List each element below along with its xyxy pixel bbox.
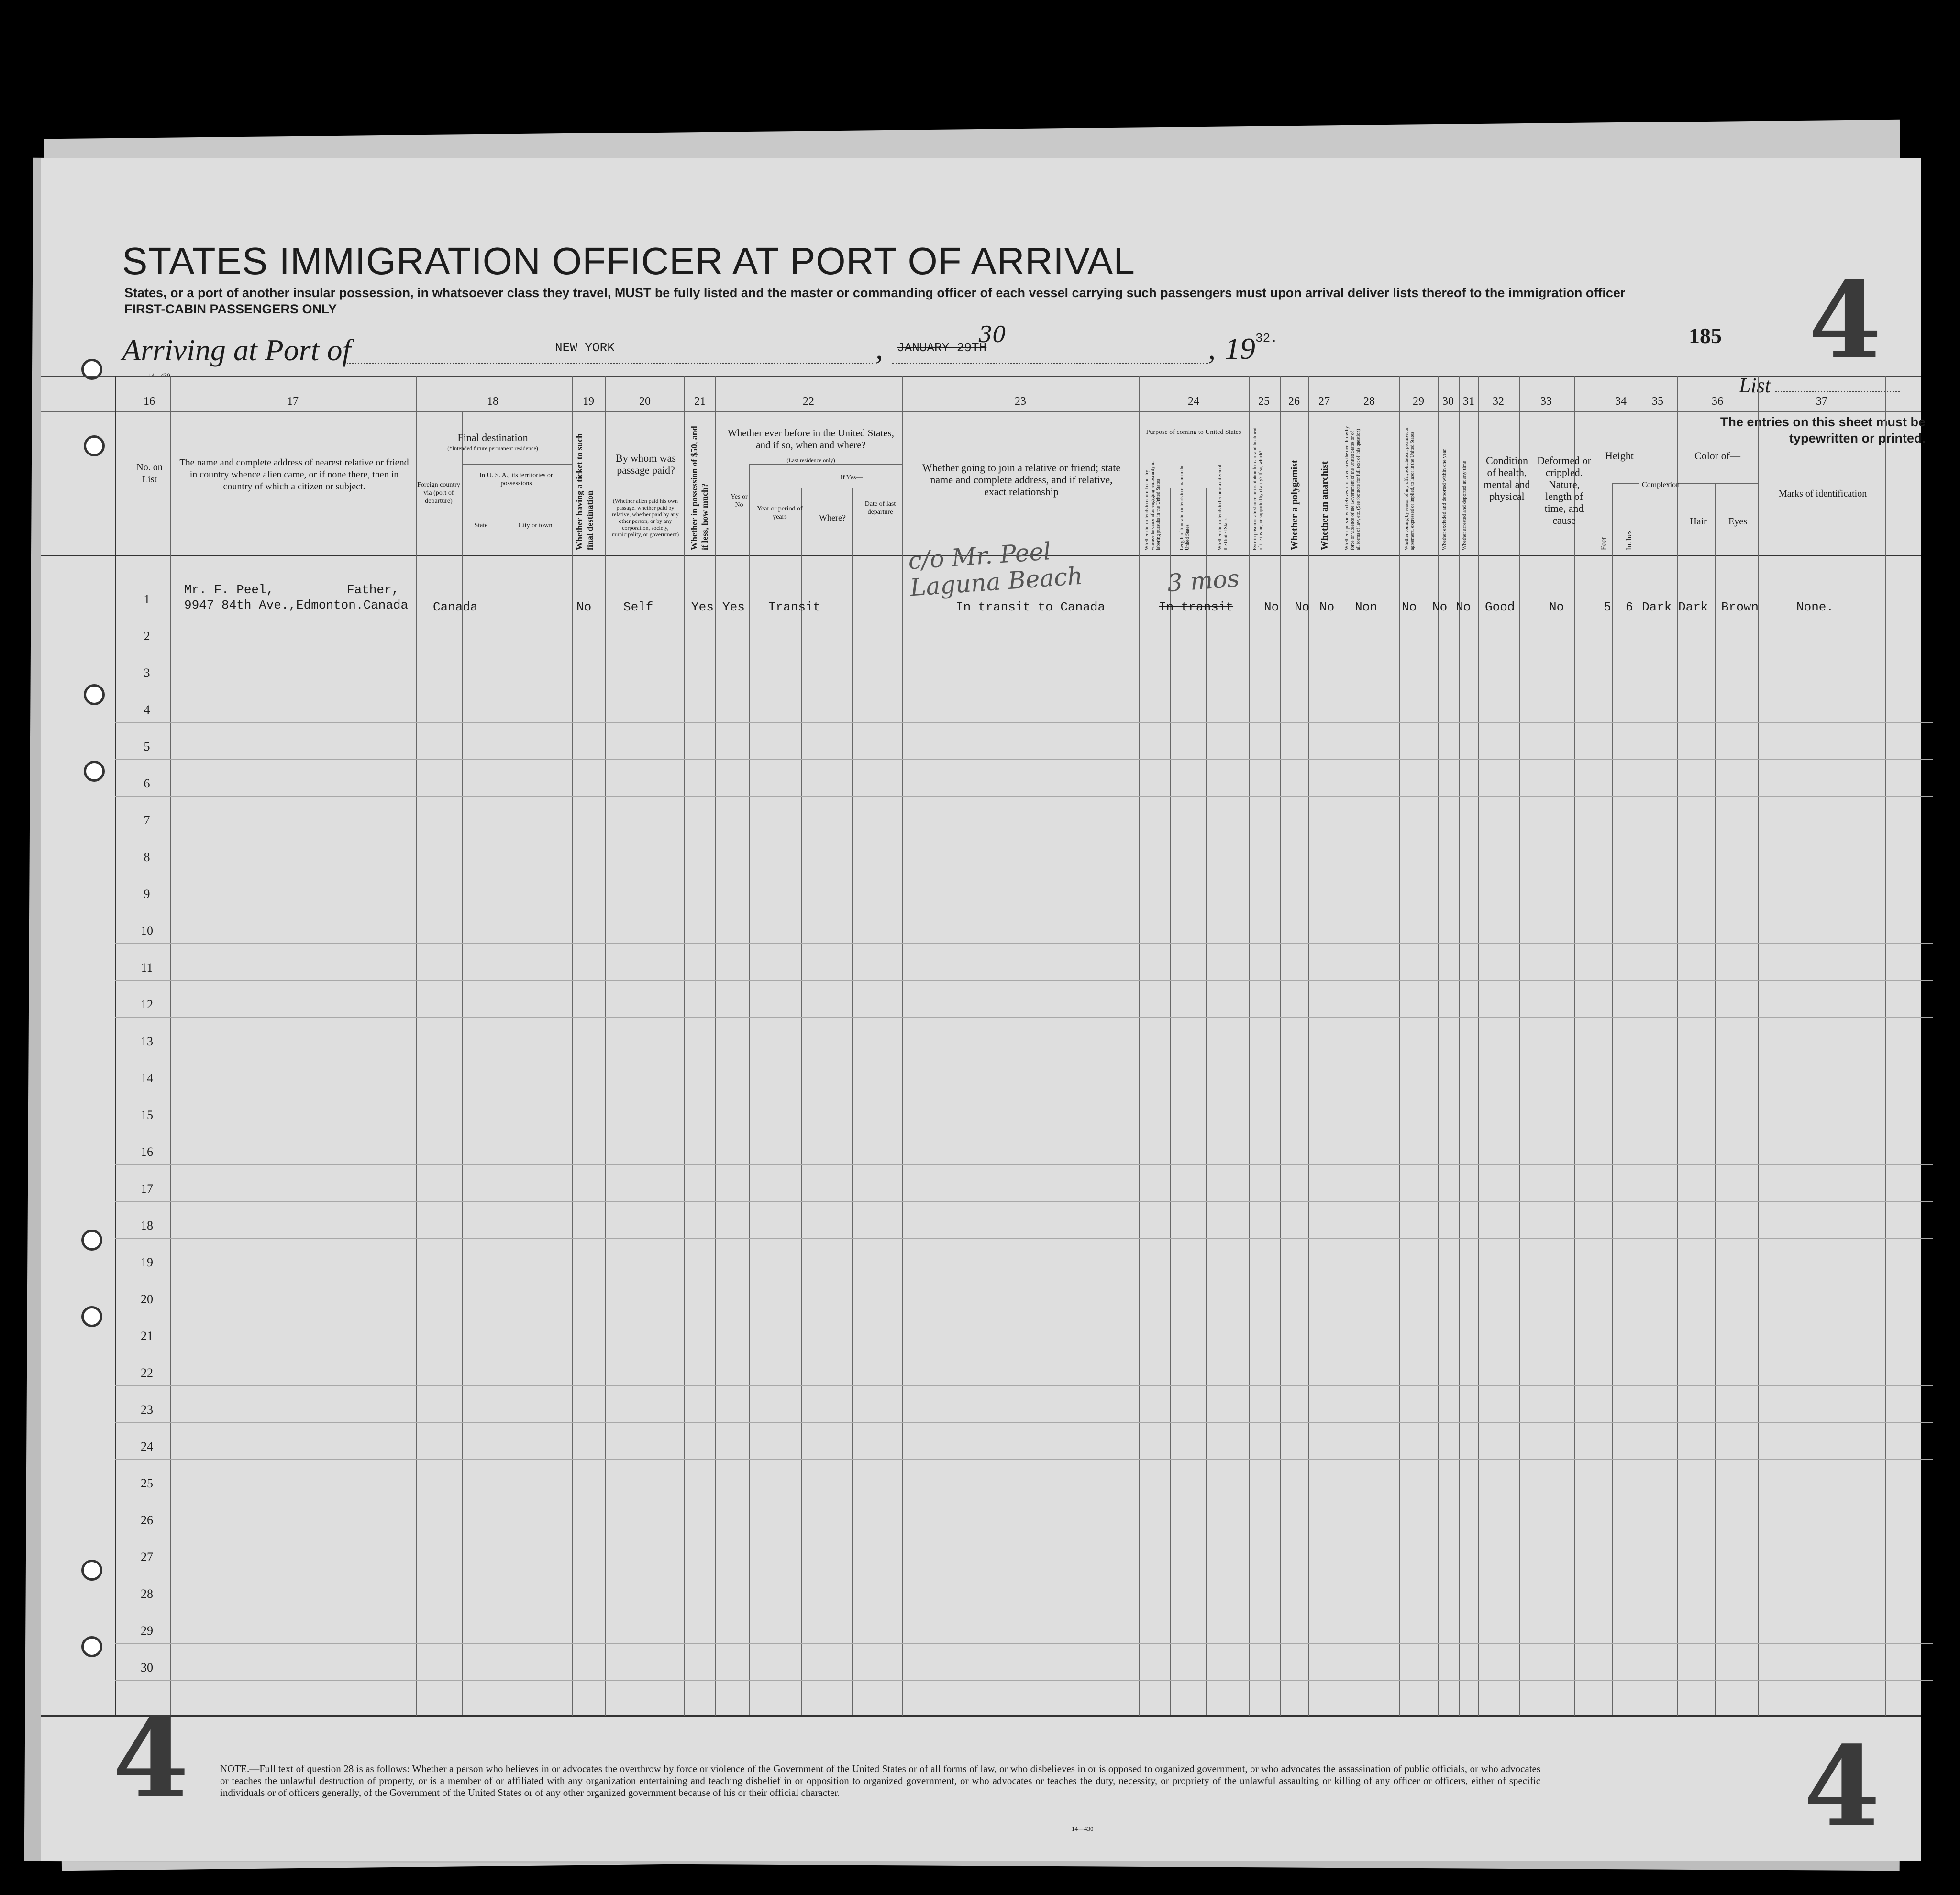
header-complexion: Complexion: [1642, 481, 1680, 489]
header-deformed: Deformed or crippled. Nature, length of time, and cause: [1537, 454, 1591, 526]
offer-value: No: [1402, 600, 1417, 614]
port-value: NEW YORK: [555, 341, 615, 355]
header-final-destination: Final destination: [457, 432, 528, 443]
row-number: 6: [144, 776, 150, 790]
date-line: [892, 363, 1208, 364]
relative-address: 9947 84th Ave.,Edmonton.Canada: [184, 598, 409, 612]
row-number: 3: [144, 666, 150, 680]
complexion-value: Dark: [1642, 600, 1672, 614]
subheader-rule: [1677, 483, 1758, 484]
header-excluded: Whether excluded and deported within one year: [1441, 449, 1447, 550]
header-in-usa: In U. S. A., its territories or possessions: [479, 472, 553, 487]
header-no-on-list: No. on List: [136, 462, 163, 485]
colnum-25: 25: [1258, 395, 1270, 408]
binder-hole: [81, 1306, 102, 1327]
header-passage-paid-note: (Whether alien paid his own passage, whether paid by relative, whether paid by any other person, or by any corporation, society, municipality, or government): [611, 498, 679, 538]
overthrow-value: Non: [1355, 600, 1377, 614]
table-row: [115, 943, 1933, 944]
comma: ,: [1208, 332, 1216, 366]
col-rule: [1399, 376, 1400, 1716]
ever-before-value: Yes: [722, 600, 745, 614]
sheet-number-bottom-left: 4: [112, 1694, 189, 1823]
colnum-16: 16: [144, 395, 155, 408]
col-rule: [1249, 376, 1250, 1716]
table-row: [115, 1459, 1933, 1460]
colnum-34: 34: [1615, 395, 1627, 408]
col-rule: [605, 376, 606, 1716]
col-rule: [852, 488, 853, 1715]
colnum-36: 36: [1712, 395, 1723, 408]
col-rule: [1170, 488, 1171, 1715]
table-row: [115, 1643, 1933, 1644]
col-rule: [1677, 376, 1678, 1716]
col-rule: [1206, 488, 1207, 1715]
table-row: [115, 1201, 1933, 1202]
row-number: 10: [141, 924, 153, 938]
sheet-number-bottom-right: 4: [1804, 1722, 1881, 1851]
header-eyes: Eyes: [1728, 516, 1747, 527]
fifty-dollars-value: Yes: [691, 600, 714, 614]
row-number: 17: [141, 1182, 153, 1196]
form-number-bottom: 14—430: [1072, 1825, 1094, 1832]
colnum-29: 29: [1413, 395, 1424, 408]
binder-hole: [84, 684, 105, 705]
header-ticket: Whether having a ticket to such final destination: [575, 433, 595, 550]
subheader-rule: [462, 464, 572, 465]
table-row: [115, 1017, 1933, 1018]
colnum-22: 22: [803, 395, 814, 408]
header-feet: Feet: [1600, 537, 1608, 550]
row-number: 7: [144, 813, 150, 827]
header-if-yes: If Yes—: [840, 474, 863, 481]
col-rule: [1139, 376, 1140, 1716]
header-final-destination-note: (*Intended future permanent residence): [447, 445, 538, 452]
header-purpose-return: Whether alien intends to return to country whence he came after engaging temporarily in laboring pursuits in the United States: [1144, 461, 1161, 550]
col-rule: [1478, 376, 1479, 1716]
col-rule: [1574, 376, 1575, 1716]
col-rule: [801, 488, 802, 1715]
col-rule: [115, 376, 116, 1716]
colnum-31: 31: [1463, 395, 1474, 408]
date-correction: 30: [978, 321, 1007, 347]
colnum-19: 19: [583, 395, 594, 408]
row-number: 9: [144, 887, 150, 901]
inches-value: 6: [1626, 600, 1633, 614]
table-row: [115, 1238, 1933, 1239]
header-year-period: Year or period of years: [757, 505, 803, 521]
colnum-35: 35: [1652, 395, 1663, 408]
row-number: 30: [141, 1661, 153, 1674]
row-number: 18: [141, 1219, 153, 1232]
row-number: 8: [144, 850, 150, 864]
col-rule: [1612, 483, 1613, 1715]
row-number: 4: [144, 703, 150, 717]
arrested-value: No: [1456, 600, 1471, 614]
table-row: [115, 1164, 1933, 1165]
col-rule: [715, 376, 716, 1716]
row-number: 14: [141, 1071, 153, 1085]
page-title: STATES IMMIGRATION OFFICER AT PORT OF ARRIVAL: [122, 240, 1135, 282]
header-last-residence: (Last residence only): [786, 457, 835, 464]
list-label: List: [1739, 373, 1900, 398]
anarchist-value: No: [1319, 600, 1335, 614]
header-polygamist: Whether a polygamist: [1289, 460, 1300, 550]
col-rule: [416, 376, 417, 1716]
purpose-value: In transit: [1159, 600, 1234, 614]
header-color-of: Color of—: [1694, 450, 1740, 462]
header-city-town: City or town: [518, 522, 553, 529]
relative-role: Father,: [347, 583, 399, 597]
header-passage-paid: By whom was passage paid?: [616, 452, 676, 476]
header-purpose-length: Length of time alien intends to remain in the United States: [1179, 465, 1190, 550]
header-state: State: [474, 522, 488, 529]
row-number: 23: [141, 1403, 153, 1417]
row-number: 24: [141, 1440, 153, 1453]
colnum-26: 26: [1288, 395, 1300, 408]
header-prison: Ever in prison or almshouse or institution for care and treatment of the insane, or supported by charity? If so, which?: [1252, 427, 1263, 550]
col-rule: [1280, 376, 1281, 1716]
port-label: Arriving at Port of: [122, 333, 351, 367]
subheader-rule: [749, 464, 902, 465]
row-number: 11: [141, 961, 153, 975]
row-number: 20: [141, 1292, 153, 1306]
header-yes-no: Yes or No: [731, 493, 748, 509]
table-row: [115, 1385, 1933, 1386]
header-ever-before: Whether ever before in the United States, and if so, when and where?: [727, 427, 895, 451]
port-line: [347, 363, 873, 364]
foreign-country-value: Canada: [433, 600, 478, 614]
colnum-21: 21: [694, 395, 706, 408]
col-rule: [1308, 376, 1309, 1716]
colnum-20: 20: [639, 395, 651, 408]
header-fifty-dollars: Whether in possession of $50, and if less, how much?: [689, 426, 709, 550]
header-date-departure: Date of last departure: [864, 500, 896, 516]
date-value: JANUARY 29TH: [897, 341, 987, 355]
deformed-value: No: [1549, 600, 1564, 614]
row-number: 27: [141, 1550, 153, 1564]
header-anarchist: Whether an anarchist: [1319, 461, 1330, 550]
col-rule: [749, 464, 750, 1715]
header-health: Condition of health, mental and physical: [1484, 454, 1530, 502]
header-subline: States, or a port of another insular possession, in whatsoever class they travel, MUST be fully listed and the master or commanding officer of each vessel carrying such passengers must upon arrival deliver lists thereof to the immigration officer FIRST-CABIN PASSENGERS ONLY: [124, 286, 1626, 316]
table-row: [115, 796, 1933, 797]
sheet-number-top: 4: [1808, 258, 1882, 382]
row-number: 29: [141, 1624, 153, 1638]
colnum-24: 24: [1188, 395, 1199, 408]
col-rule: [684, 376, 685, 1716]
typewritten-instruction: The entries on this sheet must be typewritten or printed.: [1720, 415, 1926, 445]
page-number: 185: [1689, 323, 1722, 348]
colnum-18: 18: [487, 395, 498, 408]
form-number: 14—430: [148, 372, 170, 379]
row-number: 15: [141, 1108, 153, 1122]
year: $19^{32.}$: [1225, 331, 1278, 366]
table-row: [115, 1422, 1933, 1423]
row-number: 21: [141, 1329, 153, 1343]
row-number: 13: [141, 1034, 153, 1048]
col-rule: [1715, 483, 1716, 1715]
row-number: 22: [141, 1366, 153, 1380]
header-foreign-country: Foreign country via (port of departure): [417, 481, 460, 505]
relative-name: Mr. F. Peel,: [184, 583, 274, 597]
header-purpose: Purpose of coming to United States: [1146, 429, 1241, 436]
col-rule: [902, 376, 903, 1716]
col-rule: [1758, 376, 1759, 1716]
row-number: 25: [141, 1476, 153, 1490]
col-rule: [1519, 376, 1520, 1716]
header-offer: Whether coming by reason of any offer, solicitation, promise, or agreement, expressed or implied, to labor in the United States: [1404, 427, 1415, 550]
row-number: 12: [141, 997, 153, 1011]
table-row: [115, 759, 1933, 760]
header-join-relative: Whether going to join a relative or friend; state name and complete address, and if relative, exact relationship: [922, 462, 1121, 498]
header-hair: Hair: [1690, 516, 1707, 527]
header-where: Where?: [819, 513, 846, 522]
feet-value: 5: [1604, 600, 1611, 614]
colnum-37: 37: [1816, 395, 1827, 408]
col-rule: [1459, 376, 1460, 1716]
colnum-27: 27: [1318, 395, 1330, 408]
join-relative-value: In transit to Canada: [956, 600, 1106, 614]
header-marks: Marks of identification: [1778, 488, 1867, 499]
binder-hole: [81, 1230, 102, 1251]
colnum-33: 33: [1540, 395, 1552, 408]
header-purpose-citizen: Whether alien intends to become a citizen of the United States: [1218, 465, 1229, 550]
table-row: [115, 980, 1933, 981]
colnum-32: 32: [1493, 395, 1504, 408]
colnum-17: 17: [287, 395, 299, 408]
row-number: 28: [141, 1587, 153, 1601]
period-value: Transit: [768, 600, 821, 614]
footnote: NOTE.—Full text of question 28 is as follows: Whether a person who believes in or advocates the overthrow by force or violence of the Government of the United States or of all forms of law, or who disbelieves in or is opposed to organized government, or who advocates the assassination of public officials, or who advocates or teaches the unlawful destruction of property, or is a member of or affiliated with any organization entertaining and teaching disbelief in or opposition to organized government, or who advocates or teaches the duty, necessity, or propriety of the unlawful assaulting or killing of any officer or officers, either of specific individuals or of officers generally, of the Government of the United States or of any other organized government because of his or their official character.: [220, 1763, 1540, 1798]
table-row: [115, 722, 1933, 723]
subheader-rule: [1612, 483, 1639, 484]
polygamist-value: No: [1295, 600, 1310, 614]
binder-hole: [81, 1636, 102, 1657]
hair-value: Dark: [1678, 600, 1708, 614]
excluded-value: No: [1432, 600, 1448, 614]
health-value: Good: [1485, 600, 1515, 614]
header-arrested: Whether arrested and deported at any time: [1462, 461, 1467, 550]
marks-value: None.: [1796, 600, 1834, 614]
row-number: 16: [141, 1145, 153, 1159]
row-number: 2: [144, 629, 150, 643]
col-rule: [170, 376, 171, 1716]
header-relative-address: The name and complete address of nearest relative or friend in country whence alien came, or if none there, then in country of which a citizen or subject.: [179, 457, 409, 492]
manifest-sheet: [41, 158, 1926, 1861]
comma: ,: [875, 332, 883, 366]
table-row: [115, 1680, 1933, 1681]
header-overthrow: Whether a person who believes in or advocates the overthrow by force or violence of the Government of the United States or of all forms of law, etc. (See footnote for full text of this question): [1344, 426, 1361, 550]
header-inches: Inches: [1625, 530, 1633, 550]
header-height: Height: [1605, 450, 1634, 462]
row-number: 5: [144, 740, 150, 754]
binder-hole: [84, 761, 105, 782]
eyes-value: Brown: [1721, 600, 1759, 614]
row-number: 19: [141, 1255, 153, 1269]
paid-by-value: Self: [623, 600, 653, 614]
row-number: 26: [141, 1513, 153, 1527]
binder-hole: [84, 435, 105, 456]
ticket-value: No: [576, 600, 592, 614]
colnum-28: 28: [1363, 395, 1375, 408]
handwritten-purpose: 3 mos: [1166, 564, 1240, 598]
handwritten-address: c/o Mr. Peel Laguna Beach: [907, 537, 1084, 602]
prison-value: No: [1264, 600, 1279, 614]
binder-hole: [81, 1560, 102, 1581]
col-rule: [1885, 376, 1886, 1716]
row-number: 1: [144, 592, 150, 606]
col-rule: [572, 376, 573, 1716]
col-rule: [1438, 376, 1439, 1716]
colnum-30: 30: [1442, 395, 1454, 408]
colnum-23: 23: [1015, 395, 1026, 408]
